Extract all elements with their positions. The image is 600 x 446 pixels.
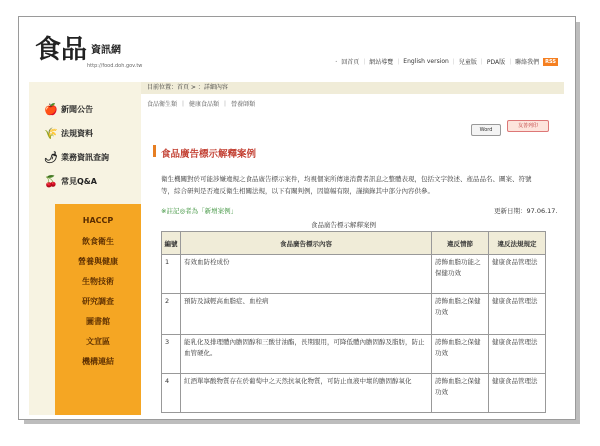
page-title: 食品廣告標示解釋案例 bbox=[161, 149, 257, 160]
cell-number: 1 bbox=[162, 255, 181, 294]
cell-content: 紅酒單寧酸物質存在於葡萄中之天然抗氧化物質，可防止血液中壞的膽固醇氧化 bbox=[181, 374, 432, 413]
cell-content: 預防及減輕高血脂症、血栓病 bbox=[181, 294, 432, 335]
sidebar-item-news[interactable] bbox=[29, 100, 141, 118]
print-button[interactable]: 友善列印 bbox=[507, 120, 549, 132]
cell-law: 健康食品管理法 bbox=[489, 374, 546, 413]
rss-badge[interactable]: RSS bbox=[545, 58, 556, 65]
title-accent-bar bbox=[153, 145, 156, 157]
table-row bbox=[162, 335, 546, 374]
submenu-links[interactable]: 機構連結 bbox=[82, 357, 114, 366]
cell-violation: 誇飾血脂功能之保健功效 bbox=[432, 255, 489, 294]
tab-separator: ｜ bbox=[180, 101, 187, 108]
nav-link-english[interactable]: English version bbox=[403, 58, 449, 65]
submenu-nutrition[interactable]: 營養與健康 bbox=[78, 257, 118, 266]
nav-link-contact[interactable]: 聯絡我們 bbox=[515, 59, 540, 66]
submenu-hygiene[interactable]: 飲食衛生 bbox=[82, 237, 114, 246]
nav-separator: ｜ bbox=[478, 59, 485, 66]
nav-separator: ・ bbox=[333, 59, 340, 66]
tab-health-food[interactable]: 健康食品類 bbox=[189, 101, 220, 108]
cell-law: 健康食品管理法 bbox=[489, 255, 546, 294]
cell-number: 4 bbox=[162, 374, 181, 413]
nav-link-pda[interactable]: PDA版 bbox=[486, 59, 506, 66]
tab-food-hygiene[interactable]: 食品衛生類 bbox=[147, 101, 178, 108]
tab-separator: ｜ bbox=[222, 101, 229, 108]
nav-separator: ｜ bbox=[395, 59, 402, 66]
screenshot-frame bbox=[18, 16, 576, 420]
col-header-number: 編號 bbox=[162, 232, 181, 255]
col-header-law: 違反法規規定 bbox=[489, 232, 546, 255]
site-header bbox=[29, 23, 564, 81]
table-caption: 食品廣告標示解釋案例 bbox=[311, 221, 376, 229]
cell-number: 2 bbox=[162, 294, 181, 335]
cherry-icon: 🍒 bbox=[44, 174, 58, 188]
col-header-content: 食品廣告標示內容 bbox=[181, 232, 432, 255]
nav-link-sitemap[interactable]: 網站導覽 bbox=[369, 59, 394, 66]
table-header-row bbox=[162, 232, 546, 255]
submenu-library[interactable]: 圖書館 bbox=[86, 317, 110, 326]
submenu-research[interactable]: 研究調查 bbox=[82, 297, 114, 306]
new-case-note: ※註記◎者為「新增案例」 bbox=[161, 207, 238, 215]
logo-site-name[interactable]: 資訊網 bbox=[91, 45, 121, 56]
sidebar-item-regulations[interactable] bbox=[29, 124, 141, 142]
cell-violation: 誇飾血脂之保健功效 bbox=[432, 374, 489, 413]
web-page bbox=[29, 23, 564, 415]
logo-main[interactable]: 食品 bbox=[35, 35, 88, 65]
wheat-icon: 🌾 bbox=[44, 126, 58, 140]
cell-content: 有效血防栓成份 bbox=[181, 255, 432, 294]
table-row bbox=[162, 374, 546, 413]
submenu-promo[interactable]: 文宣區 bbox=[86, 337, 110, 346]
sidebar-item-label: 業務資訊查詢 bbox=[61, 152, 109, 162]
sidebar bbox=[29, 82, 141, 415]
cell-violation: 誇飾血脂之保健功效 bbox=[432, 335, 489, 374]
update-date: 更新日期：97.06.17. bbox=[494, 207, 558, 215]
nav-link-home[interactable]: 回首頁 bbox=[341, 59, 360, 66]
nav-separator: ｜ bbox=[450, 59, 457, 66]
col-header-violation: 違反情節 bbox=[432, 232, 489, 255]
table-row bbox=[162, 255, 546, 294]
sidebar-item-label: 法規資料 bbox=[61, 128, 93, 138]
nav-link-kids[interactable]: 兒童版 bbox=[458, 59, 477, 66]
nav-separator: ｜ bbox=[507, 59, 514, 66]
top-nav bbox=[333, 57, 558, 66]
tab-dietitian[interactable]: 營養師類 bbox=[231, 101, 256, 108]
cell-violation: 誇飾血脂之保健功效 bbox=[432, 294, 489, 335]
breadcrumb: 目前位置：首頁 > ：詳細內容 bbox=[141, 82, 564, 94]
nav-separator: ｜ bbox=[361, 59, 368, 66]
logo-url: http://food.doh.gov.tw bbox=[87, 63, 143, 69]
submenu-biotech[interactable]: 生物技術 bbox=[82, 277, 114, 286]
apple-icon: 🍎 bbox=[44, 102, 58, 116]
pepper-icon: 🌶 bbox=[44, 150, 58, 164]
category-tabs bbox=[147, 99, 258, 108]
cell-content: 能乳化及排理體內膽固醇和三酸甘油酯，長期服用，可降低體內膽固醇及脂肪，防止血管硬化。 bbox=[181, 335, 432, 374]
word-button[interactable]: Word bbox=[471, 124, 501, 136]
table-row bbox=[162, 294, 546, 335]
sidebar-item-query[interactable] bbox=[29, 148, 141, 166]
cell-law: 健康食品管理法 bbox=[489, 294, 546, 335]
cell-law: 健康食品管理法 bbox=[489, 335, 546, 374]
sidebar-item-label: 新聞公告 bbox=[61, 104, 93, 114]
sidebar-item-faq[interactable] bbox=[29, 172, 141, 190]
sidebar-submenu bbox=[55, 204, 141, 415]
cases-table bbox=[161, 231, 546, 413]
sidebar-item-label: 常見Q&A bbox=[61, 176, 97, 186]
description-text: 衛生機關對於可能涉嫌違規之食品廣告標示案件，均視個案所傳達消費者訊息之整體表現，包括文字敘述、產品品名、圖案、符號等，綜合研判是否違反衛生相關法規，以下有關判例，因篇幅有限，謹摘錄其中部分內容供參。 bbox=[161, 175, 532, 195]
cell-number: 3 bbox=[162, 335, 181, 374]
submenu-haccp[interactable]: HACCP bbox=[82, 216, 114, 225]
